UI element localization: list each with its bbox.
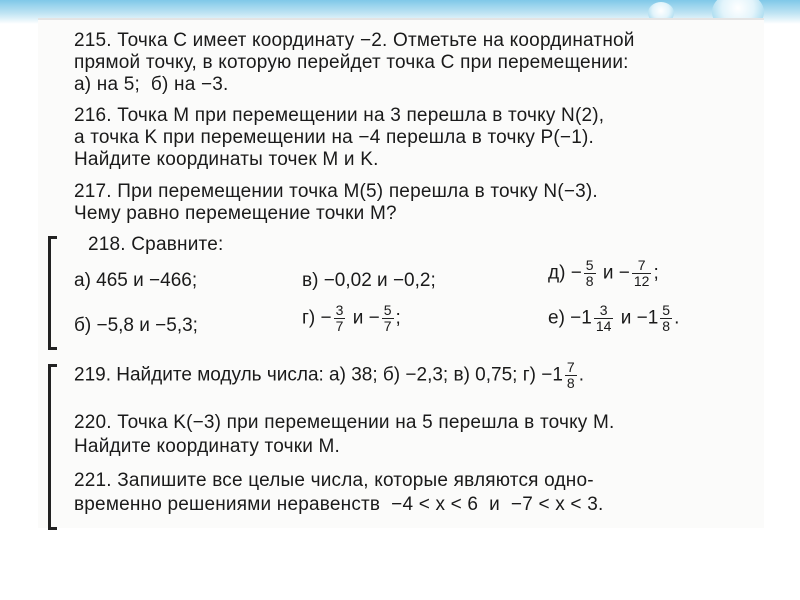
- problem-221-line-1: 221. Запишите все целые числа, которые являются одно-: [74, 470, 594, 491]
- problem-216-line-3: Найдите координаты точек M и K.: [74, 149, 379, 170]
- left-bracket-219-221: [48, 364, 57, 530]
- compare-b: б) −5,8 и −5,3;: [74, 315, 198, 336]
- problem-215-line-2: прямой точку, в которую перейдет точка C при перемещении:: [74, 52, 629, 73]
- problem-220-line-1: 220. Точка K(−3) при перемещении на 5 перешла в точку M.: [74, 412, 615, 433]
- problem-218-title: 218. Сравните:: [88, 234, 224, 255]
- problem-216-line-2: а точка K при перемещении на −4 перешла в точку P(−1).: [74, 127, 594, 148]
- problem-217-line-1: 217. При перемещении точка M(5) перешла в точку N(−3).: [74, 181, 598, 202]
- compare-g: г) − $\frac{3}{7}$ и − $\frac{5}{7}$ ;: [302, 302, 401, 334]
- compare-a: а) 465 и −466;: [74, 270, 198, 291]
- compare-v: в) −0,02 и −0,2;: [302, 270, 436, 291]
- problem-221-line-2: временно решениями неравенств −4 < x < 6 и −7 < x < 3.: [74, 494, 604, 515]
- fraction: $\frac{7}{12}$: [633, 257, 650, 289]
- fraction: $\frac{5}{7}$: [383, 302, 392, 334]
- fraction: $\frac{5}{8}$: [585, 257, 594, 289]
- fraction: $\frac{3}{14}$: [595, 302, 612, 334]
- problem-215-line-3: а) на 5; б) на −3.: [74, 74, 229, 95]
- problem-220-line-2: Найдите координату точки M.: [74, 436, 341, 457]
- fraction: $\frac{3}{7}$: [335, 302, 344, 334]
- problem-217-line-2: Чему равно перемещение точки M?: [74, 203, 397, 224]
- left-bracket-218: [48, 236, 57, 350]
- fraction: $\frac{7}{8}$: [566, 359, 575, 391]
- problem-219: 219. Найдите модуль числа: а) 38; б) −2,3; в) 0,75; г) −1 $\frac{7}{8}$ .: [74, 359, 584, 391]
- problem-216-line-1: 216. Точка M при перемещении на 3 перешла в точку N(2),: [74, 105, 605, 126]
- fraction: $\frac{5}{8}$: [662, 302, 671, 334]
- page-edge: [38, 18, 764, 20]
- compare-e: е) −1 $\frac{3}{14}$ и −1 $\frac{5}{8}$ .: [548, 302, 680, 334]
- problem-215-line-1: 215. Точка C имеет координату −2. Отметьте на координатной: [74, 30, 635, 51]
- compare-d: д) − $\frac{5}{8}$ и − $\frac{7}{12}$ ;: [548, 257, 659, 289]
